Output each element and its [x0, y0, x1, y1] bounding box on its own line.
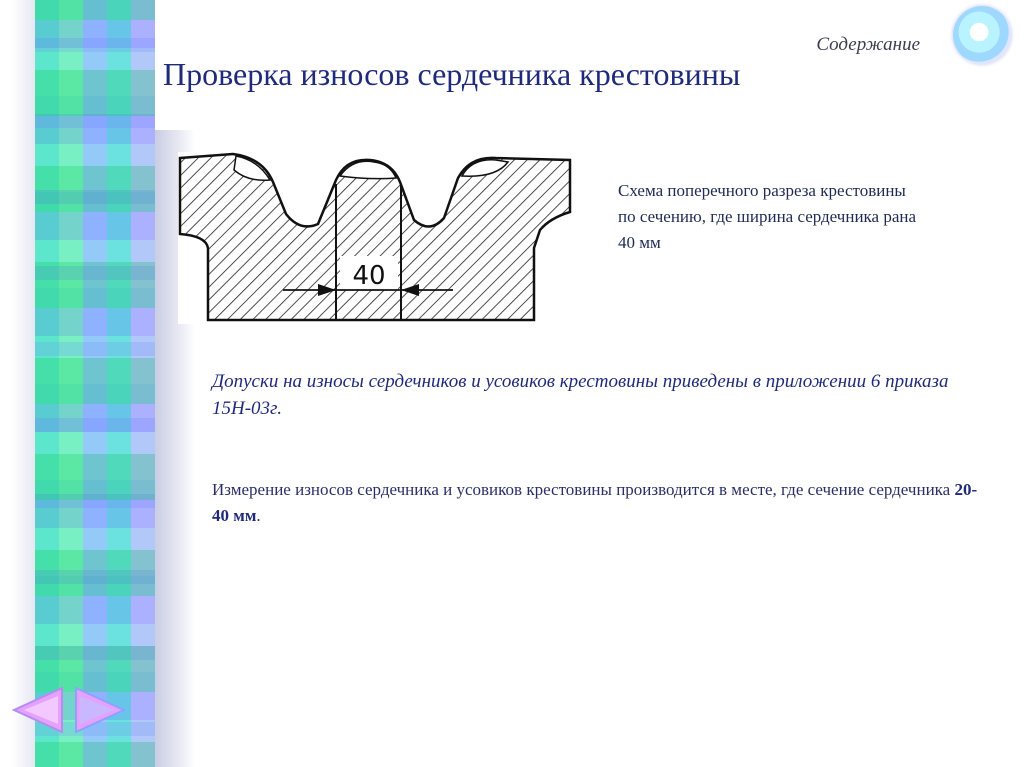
prev-slide-button[interactable] — [10, 682, 66, 738]
crossing-section-diagram — [178, 152, 578, 324]
next-slide-button[interactable] — [72, 682, 128, 738]
tolerance-note: Допуски на износы сердечников и усовиков крестовины приведены в приложении 6 приказа 15Н-03г. — [212, 371, 949, 419]
left-shadow — [12, 0, 35, 767]
slide-title: Проверка износов сердечника крестовины — [163, 56, 741, 92]
measurement-range: 20-40 мм — [212, 480, 978, 525]
diagram-caption: Схема поперечного разреза крестовины по сечению, где ширина сердечника рана 40 мм — [618, 181, 917, 252]
measurement-note — [212, 477, 982, 529]
contents-link[interactable]: Содержание — [816, 34, 920, 55]
orb-icon — [953, 6, 1011, 64]
measurement-end: . — [256, 506, 261, 525]
measurement-text: Измерение износов сердечника и усовиков крестовины производится в месте, где сечение сердечника — [212, 480, 955, 499]
decorative-strip-overlay — [35, 0, 155, 767]
dimension-label: 40 — [352, 261, 386, 291]
